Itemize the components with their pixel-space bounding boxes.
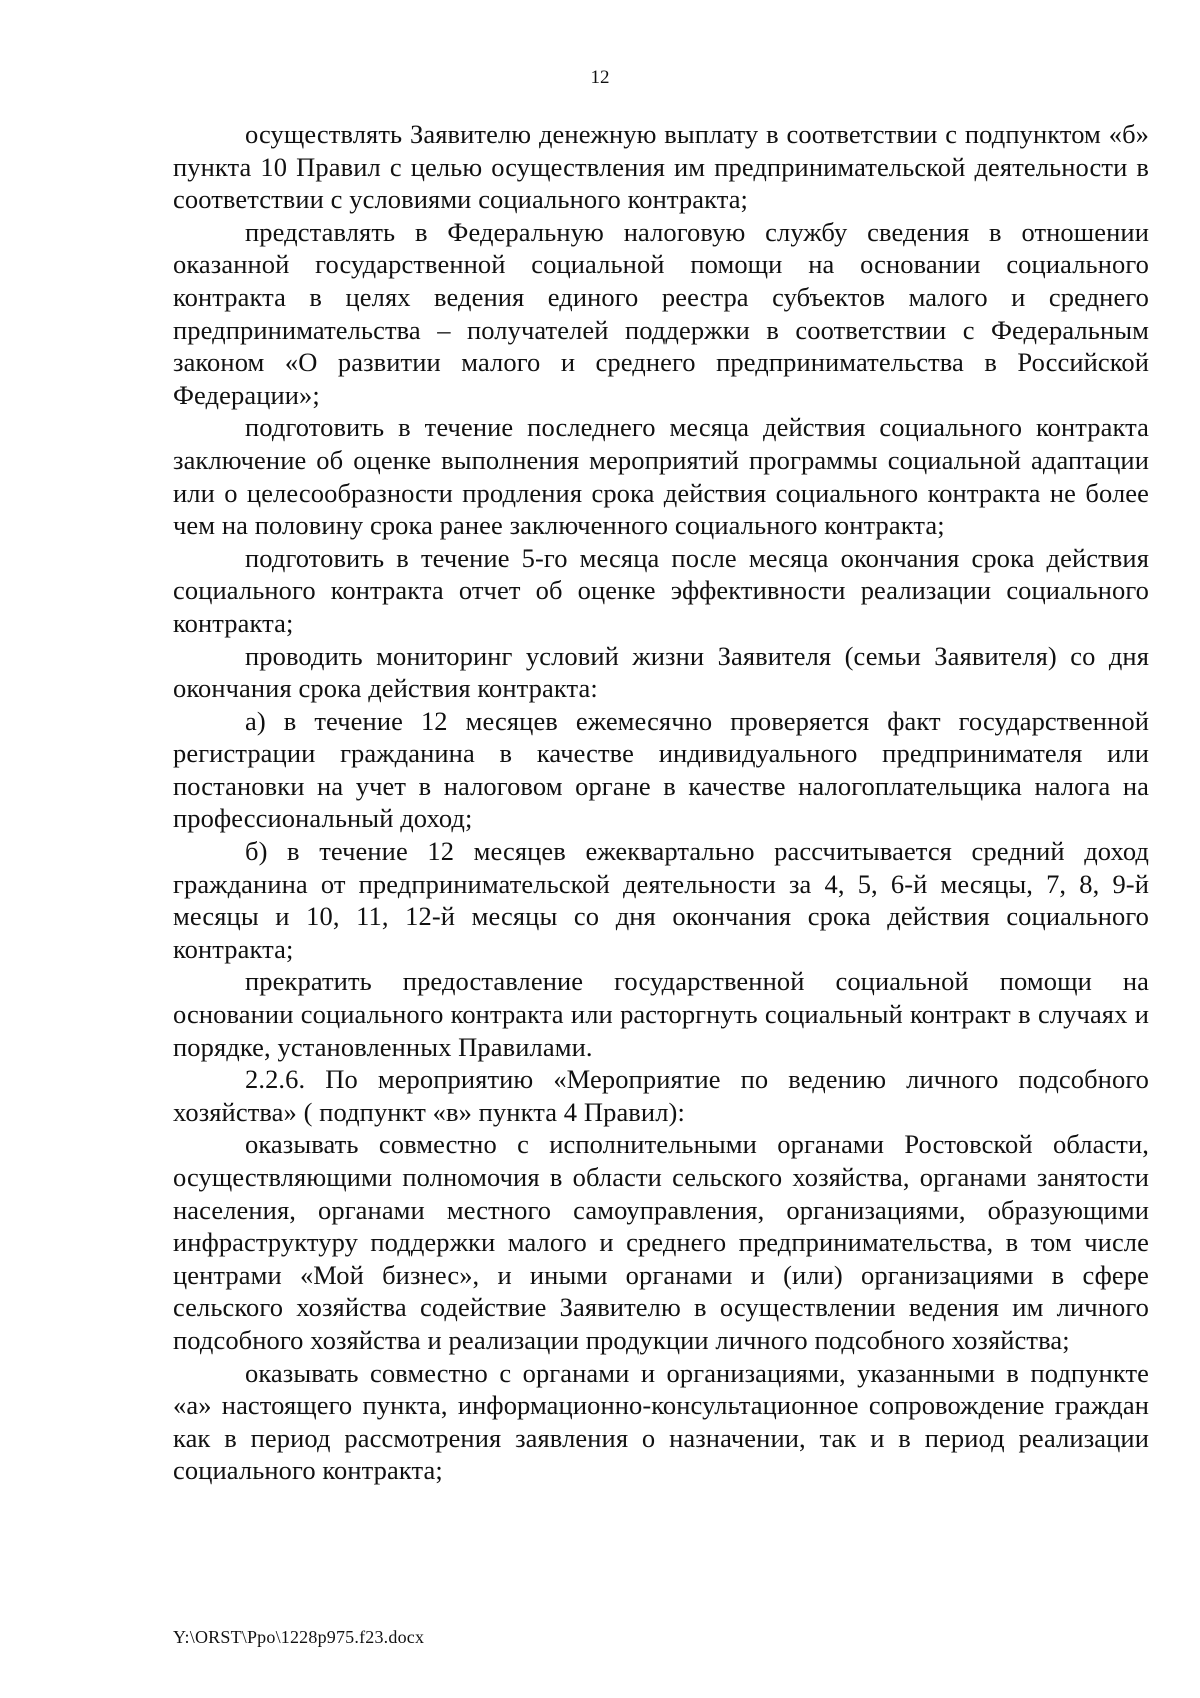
paragraph-item-b: б) в течение 12 месяцев ежеквартально рассчитывается средний доход гражданина от предпринимательской деятельности за 4, 5, 6-й месяцы, 7, 8, 9-й месяцы и 10, 11, 12-й месяцы со дня окончания срока действия социального контракта; bbox=[173, 836, 1149, 964]
footer-file-path: Y:\ORST\Ppo\1228p975.f23.docx bbox=[173, 1627, 425, 1647]
paragraph-report: подготовить в течение 5-го месяца после месяца окончания срока действия социального контракта отчет об оценке эффективности реализации социального контракта; bbox=[173, 542, 1149, 638]
paragraph-consulting: оказывать совместно с органами и организациями, указанными в подпункте «а» настоящего пункта, информационно-консультационное сопровождение граждан как в период рассмотрения заявления о назначении, так и в период реализации социального контракта; bbox=[173, 1357, 1149, 1486]
paragraph-item-a: а) в течение 12 месяцев ежемесячно проверяется факт государственной регистрации гражданина в качестве индивидуального предпринимателя или постановки на учет в налоговом органе в качестве налогоплательщика налога на профессиональный доход; bbox=[173, 705, 1149, 834]
paragraph-payment: осуществлять Заявителю денежную выплату в соответствии с подпунктом «б» пункта 10 Правил с целью осуществления им предпринимательской деятельности в соответствии с условиями социального контракта; bbox=[173, 119, 1149, 215]
paragraph-assistance: оказывать совместно с исполнительными органами Ростовской области, осуществляющими полномочия в области сельского хозяйства, органами занятости населения, органами местного самоуправления, организациями, образующими инфраструктуру поддержки малого и среднего предпринимательства, в том числе центрами «Мой бизнес», и иными органами и (или) организациями в сфере сельского хозяйства содействие Заявителю в осуществлении ведения им личного подсобного хозяйства и реализации продукции личного подсобного хозяйства; bbox=[173, 1129, 1149, 1355]
paragraph-terminate: прекратить предоставление государственной социальной помощи на основании социального контракта или расторгнуть социальный контракт в случаях и порядке, установленных Правилами. bbox=[173, 966, 1149, 1062]
paragraph-monitoring: проводить мониторинг условий жизни Заявителя (семьи Заявителя) со дня окончания срока действия контракта: bbox=[173, 640, 1149, 704]
paragraph-conclusion: подготовить в течение последнего месяца действия социального контракта заключение об оценке выполнения мероприятий программы социальной адаптации или о целесообразности продления срока действия социального контракта не более чем на половину срока ранее заключенного социального контракта; bbox=[173, 412, 1149, 541]
paragraph-tax-service: представлять в Федеральную налоговую службу сведения в отношении оказанной государственной социальной помощи на основании социального контракта в целях ведения единого реестра субъектов малого и среднего предпринимательства – получателей поддержки в соответствии с Федеральным законом «О развитии малого и среднего предпринимательства в Российской Федерации»; bbox=[173, 216, 1149, 410]
page-number: 12 bbox=[590, 67, 610, 88]
section-heading-2-2-6: 2.2.6. По мероприятию «Мероприятие по ведению личного подсобного хозяйства» ( подпункт «в» пункта 4 Правил): bbox=[173, 1064, 1149, 1127]
document-body bbox=[173, 118, 1149, 1487]
